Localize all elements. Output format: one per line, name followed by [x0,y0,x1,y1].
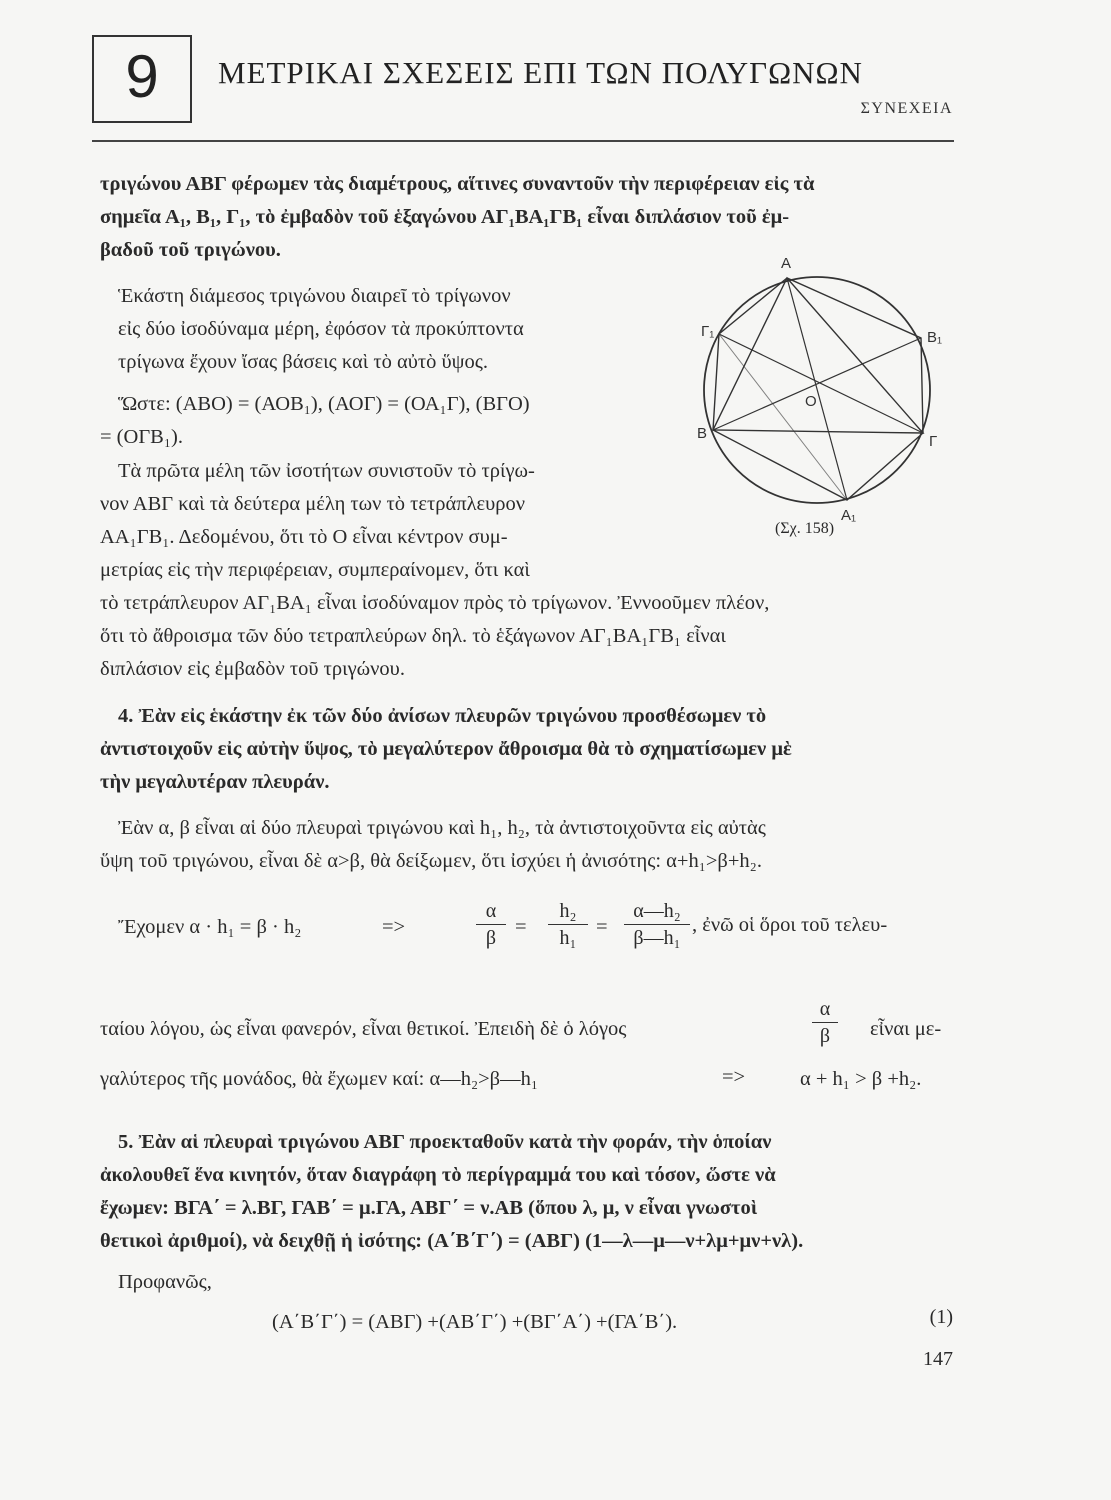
chapter-number-box [92,35,192,123]
intro-line: βαδοῦ τοῦ τριγώνου. [100,239,281,261]
eq1-lead: Ἔχομεν α · h₁ = β · h₂ [118,916,302,938]
equation-number: (1) [929,1306,953,1328]
equals-sign: = [515,916,527,938]
problem-5-statement [100,1126,955,1258]
proof-start: Προφανῶς, [118,1271,212,1293]
fraction-diff [624,898,690,951]
denominator: β [485,927,497,949]
eq1-tail: , ἐνῶ οἱ ὅροι τοῦ τελευ- [692,914,888,936]
eq3-result: α + h₁ > β +h₂. [800,1068,922,1090]
chapter-title: ΜΕΤΡΙΚΑΙ ΣΧΕΣΕΙΣ ΕΠΙ ΤΩΝ ΠΟΛΥΓΩΝΩΝ [218,55,863,90]
header-rule [92,140,954,142]
fraction-a-b-ratio [812,996,838,1049]
numerator: α [476,898,506,925]
eq2-lead: ταίου λόγου, ὡς εἶναι φανερόν, εἶναι θετικοί. Ἐπειδὴ δὲ ὁ λόγος [100,1018,627,1040]
text-line: διπλάσιον εἰς ἐμβαδὸν τοῦ τριγώνου. [100,658,405,680]
text-line: εἰς δύο ἰσοδύναμα μέρη, ἐφόσον τὰ προκύπτοντα [118,318,524,340]
intro-line: τριγώνου ΑΒΓ φέρωμεν τὰς διαμέτρους, αἵτινες συναντοῦν τὴν περιφέρειαν εἰς τὰ [100,173,815,195]
text-line: 5. Ἐὰν αἱ πλευραὶ τριγώνου ΑΒΓ προεκταθοῦν κατὰ τὴν φοράν, τὴν ὁποίαν [118,1131,772,1153]
diameter-g-g1 [719,334,923,433]
chapter-number: 9 [125,43,159,110]
text-line: ἔχωμεν: ΒΓΑ΄ = λ.ΒΓ, ΓΑΒ΄ = μ.ΓΑ, ΑΒΓ΄ = ν.ΑΒ (ὅπου λ, μ, ν εἶναι γνωστοὶ [100,1197,758,1219]
paragraph-quadrilateral [100,455,660,587]
label-a1: A₁ [841,507,857,524]
text-line: 4. Ἐὰν εἰς ἑκάστην ἐκ τῶν δύο ἀνίσων πλευρῶν τριγώνου προσθέσωμεν τὸ [118,705,767,727]
label-g: Γ [929,433,938,450]
intro-line: σημεῖα Α₁, Β₁, Γ₁, τὸ ἐμβαδὸν τοῦ ἑξαγώνου ΑΓ₁ΒΑ₁ΓΒ₁ εἶναι διπλάσιον τοῦ ἐμ- [100,206,790,228]
text-line: τὴν μεγαλυτέραν πλευράν. [100,771,330,793]
paragraph-problem-4 [100,812,955,878]
text-line: Ἑκάστη διάμεσος τριγώνου διαιρεῖ τὸ τρίγωνον [118,285,511,307]
text-line: μετρίας εἰς τὴν περιφέρειαν, συμπεραίνομεν, ὅτι καὶ [100,559,530,581]
paragraph-hexagon [100,587,955,686]
paragraph-equalities [100,388,660,454]
denominator: β—h₁ [633,927,681,949]
eq2-tail: εἶναι με- [870,1018,942,1040]
final-equation: (Α΄Β΄Γ΄) = (ΑΒΓ) +(ΑΒ΄Γ΄) +(ΒΓ΄Α΄) +(ΓΑ΄Β΄). [272,1311,678,1333]
hexagon [713,278,923,500]
text-line: = (ΟΓΒ₁). [100,426,183,448]
diameter-b-b1 [713,338,921,430]
paragraph-medians [118,280,678,379]
numerator: α [812,996,838,1023]
chapter-subtitle: ΣΥΝΕΧΕΙΑ [860,100,953,117]
text-line: Ἐὰν α, β εἶναι αἱ δύο πλευραὶ τριγώνου καὶ h₁, h₂, τὰ ἀντιστοιχοῦντα εἰς αὐτὰς [118,817,766,839]
text-line: Ὥστε: (ΑΒΟ) = (ΑΟΒ₁), (ΑΟΓ) = (ΟΑ₁Γ), (ΒΓΟ) [118,393,530,415]
label-b: B [697,425,708,442]
text-line: ὅτι τὸ ἄθροισμα τῶν δύο τετραπλεύρων δηλ. τὸ ἑξάγωνον ΑΓ₁ΒΑ₁ΓΒ₁ εἶναι [100,625,726,647]
label-a: A [781,255,792,272]
figure-caption: (Σχ. 158) [775,520,835,537]
label-g1: Γ₁ [701,323,715,340]
text-line: ὕψη τοῦ τριγώνου, εἶναι δὲ α>β, θὰ δείξωμεν, ὅτι ἰσχύει ἡ ἀνισότης: α+h₁>β+h₂. [100,850,762,872]
problem-4-statement [100,700,955,799]
eq3-arrow: => [722,1066,746,1088]
label-b1: B₁ [927,329,943,346]
segment-g1-g [719,334,847,500]
numerator: α—h₂ [624,898,690,925]
label-o: O [805,393,817,410]
denominator: h₁ [559,927,577,949]
text-line: τὸ τετράπλευρον ΑΓ₁ΒΑ₁ εἶναι ἰσοδύναμον πρὸς τὸ τρίγωνον. Ἐννοοῦμεν πλέον, [100,592,770,614]
text-line: νον ΑΒΓ καὶ τὰ δεύτερα μέλη των τὸ τετράπλευρον [100,493,526,515]
text-line: θετικοὶ ἀριθμοί), νὰ δειχθῇ ἡ ἰσότης: (Α΄Β΄Γ΄) = (ΑΒΓ) (1—λ—μ—ν+λμ+μν+νλ). [100,1230,804,1252]
eq3-text: γαλύτερος τῆς μονάδος, θὰ ἔχωμεν καί: α—h₂>β—h₁ [100,1068,538,1090]
eq1-arrow: => [382,916,406,938]
text-line: ΑΑ₁ΓΒ₁. Δεδομένου, ὅτι τὸ Ο εἶναι κέντρον συμ- [100,526,508,548]
geometry-figure [695,250,955,550]
fraction-a-b [476,898,506,951]
text-line: ἀντιστοιχοῦν εἰς αὐτὴν ὕψος, τὸ μεγαλύτερον ἄθροισμα θὰ τὸ σχηματίσωμεν μὲ [100,738,792,760]
numerator: h₂ [548,898,588,925]
fraction-h2-h1 [548,898,588,951]
text-line: ἀκολουθεῖ ἕνα κινητόν, ὅταν διαγράφη τὸ περίγραμμά του καὶ τόσον, ὥστε νὰ [100,1164,776,1186]
text-line: τρίγωνα ἔχουν ἴσας βάσεις καὶ τὸ αὐτὸ ὕψος. [118,351,488,373]
text-line: Τὰ πρῶτα μέλη τῶν ἰσοτήτων συνιστοῦν τὸ τρίγω- [118,460,535,482]
page-number: 147 [923,1348,953,1370]
triangle-abg [713,278,923,433]
denominator: β [819,1025,831,1047]
equals-sign: = [596,916,608,938]
